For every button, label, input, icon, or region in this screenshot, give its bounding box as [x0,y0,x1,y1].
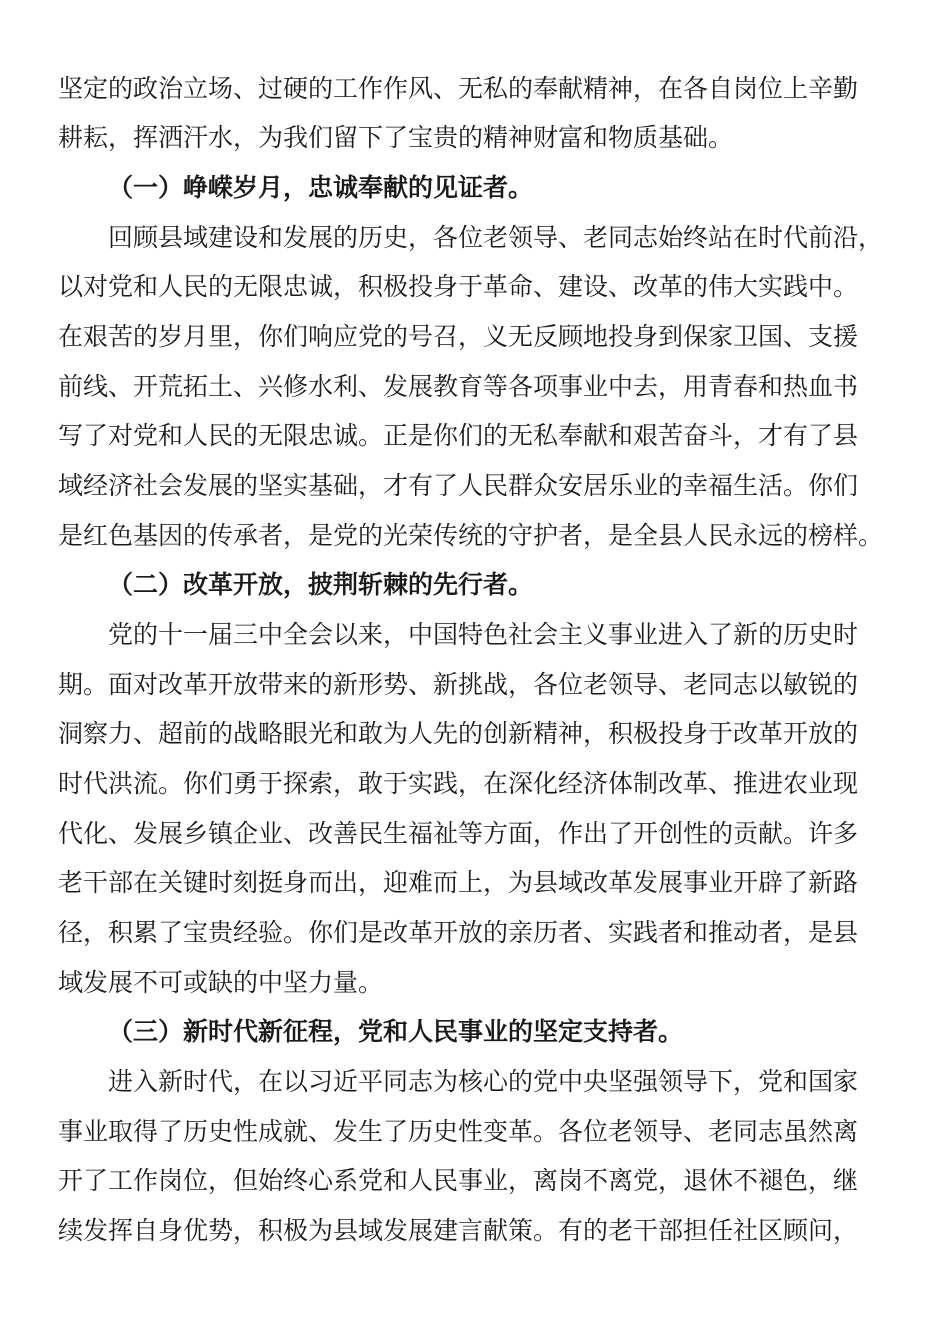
text-line: 是红色基因的传承者，是党的光荣传统的守护者，是全县人民永远的榜样。 [58,521,884,550]
text-line: 写了对党和人民的无限忠诚。正是你们的无私奉献和艰苦奋斗，才有了县 [58,421,859,450]
text-line: 时代洪流。你们勇于探索，敢于实践，在深化经济体制改革、推进农业现 [58,769,859,798]
paragraph-first-line: 回顾县域建设和发展的历史，各位老领导、老同志始终站在时代前沿， [108,223,884,252]
paragraph-first-line: 进入新时代，在以习近平同志为核心的党中央坚强领导下，党和国家 [108,1067,859,1096]
paragraph-first-line: 党的十一届三中全会以来，中国特色社会主义事业进入了新的历史时 [108,620,859,649]
text-line: 在艰苦的岁月里，你们响应党的号召，义无反顾地投身到保家卫国、支援 [58,322,859,351]
section-heading-2: （二）改革开放，披荆斩棘的先行者。 [108,570,534,599]
text-line: 洞察力、超前的战略眼光和敢为人先的创新精神，积极投身于改革开放的 [58,719,859,748]
text-line: 坚定的政治立场、过硬的工作作风、无私的奉献精神，在各自岗位上辛勤 [58,74,859,103]
text-line: 前线、开荒拓土、兴修水利、发展教育等各项事业中去，用青春和热血书 [58,372,859,401]
text-line: 老干部在关键时刻挺身而出，迎难而上，为县域改革发展事业开辟了新路 [58,868,859,897]
text-line: 续发挥自身优势，积极为县域发展建言献策。有的老干部担任社区顾问， [58,1216,859,1245]
section-heading-3: （三）新时代新征程，党和人民事业的坚定支持者。 [108,1017,684,1046]
text-line: 代化、发展乡镇企业、改善民生福祉等方面，作出了开创性的贡献。许多 [58,819,859,848]
text-line: 耕耘，挥洒汗水，为我们留下了宝贵的精神财富和物质基础。 [58,123,734,152]
text-line: 以对党和人民的无限忠诚，积极投身于革命、建设、改革的伟大实践中。 [58,272,859,301]
text-line: 域经济社会发展的坚实基础，才有了人民群众安居乐业的幸福生活。你们 [58,471,859,500]
section-heading-1: （一）峥嵘岁月，忠诚奉献的见证者。 [108,173,534,202]
text-line: 期。面对改革开放带来的新形势、新挑战，各位老领导、老同志以敏锐的 [58,670,859,699]
text-line: 域发展不可或缺的中坚力量。 [58,968,384,997]
text-line: 开了工作岗位，但始终心系党和人民事业，离岗不离党，退休不褪色，继 [58,1166,859,1195]
text-line: 事业取得了历史性成就、发生了历史性变革。各位老领导、老同志虽然离 [58,1117,859,1146]
text-line: 径，积累了宝贵经验。你们是改革开放的亲历者、实践者和推动者，是县 [58,918,859,947]
